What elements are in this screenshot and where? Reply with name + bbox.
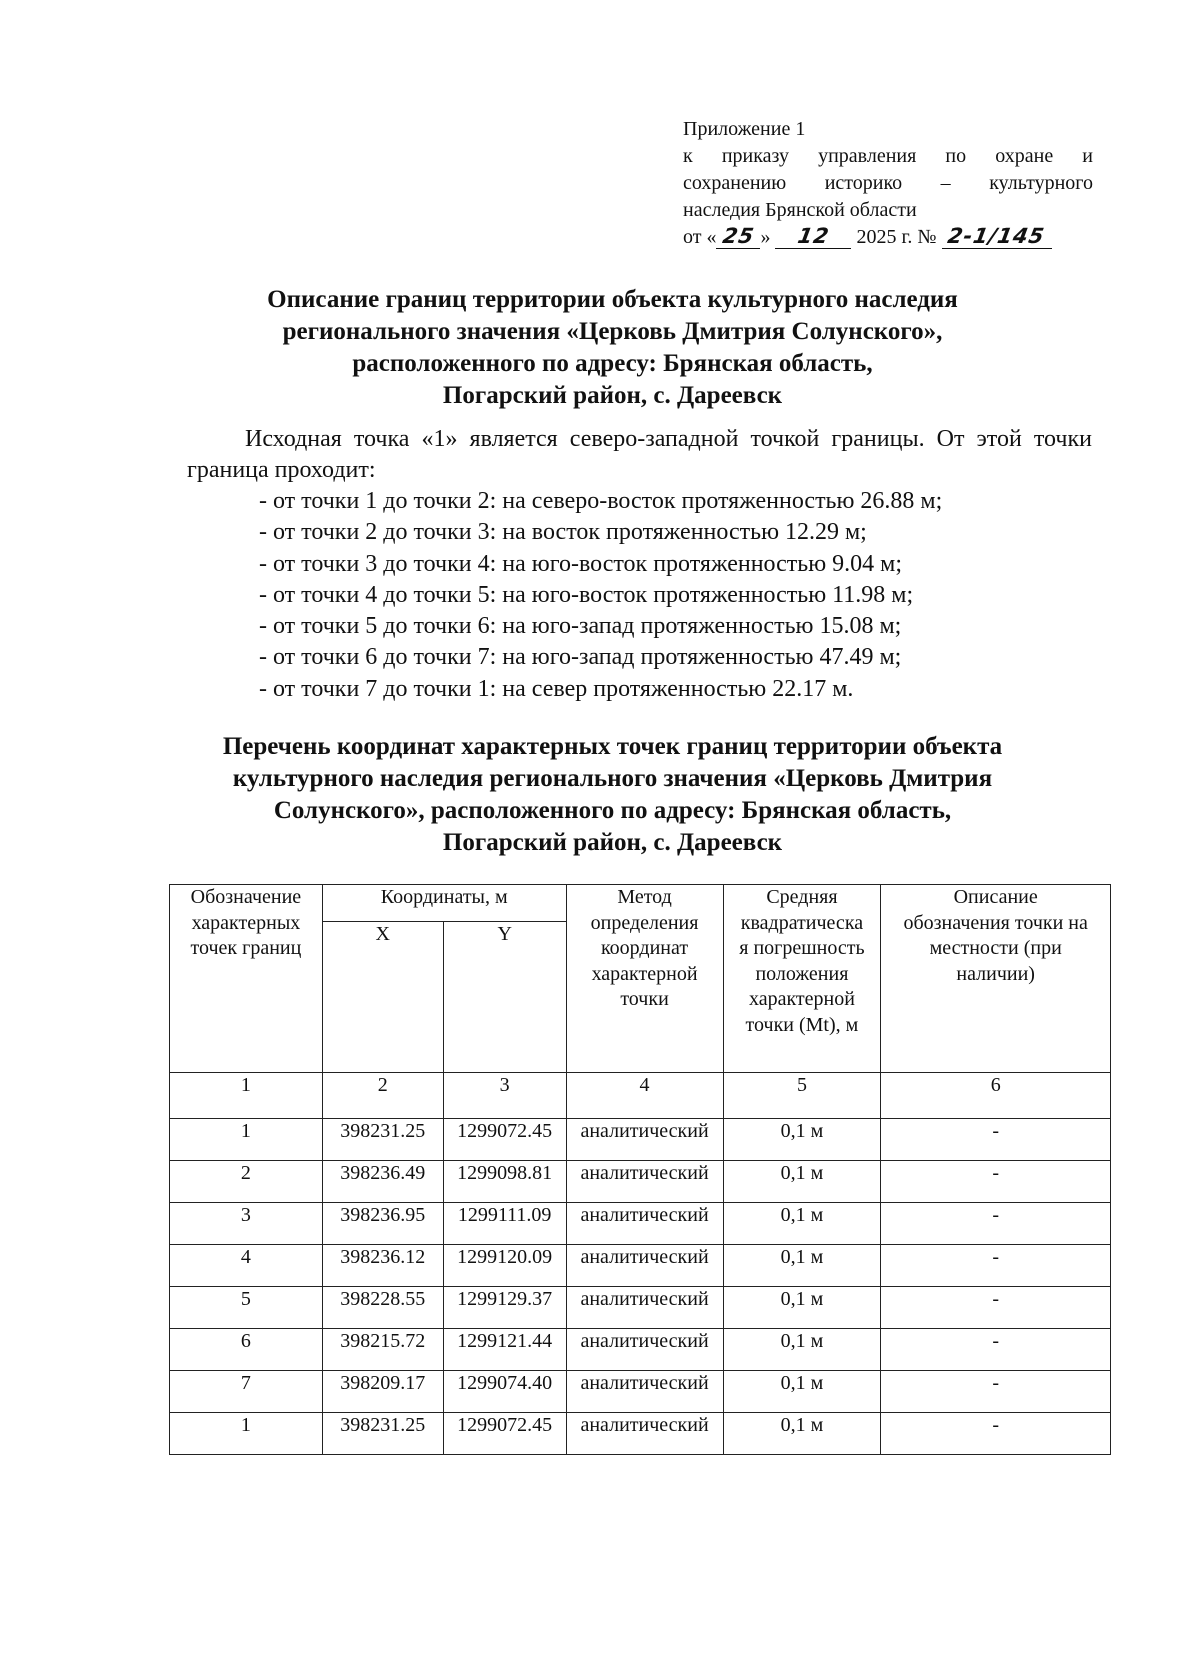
header-text: точки [620, 988, 669, 1010]
cell-point: 2 [170, 1161, 323, 1203]
cell-point: 4 [170, 1245, 323, 1287]
header-text: характерной [748, 988, 855, 1010]
header-text: наличии) [956, 962, 1035, 985]
cell-error: 0,1 м [723, 1329, 881, 1371]
column-number: 6 [881, 1073, 1111, 1119]
header-text: квадратическа [740, 911, 864, 934]
title-line: культурного наследия регионального значения «Церковь Дмитрия [232, 765, 993, 792]
cell-point: 1 [170, 1413, 323, 1455]
header-text: обозначения точки на [903, 911, 1088, 934]
title-line: Описание границ территории объекта культурного наследия [267, 286, 958, 313]
cell-description: - [881, 1119, 1111, 1161]
table-row [170, 1203, 1111, 1245]
table-row [170, 1371, 1111, 1413]
cell-method: аналитический [566, 1119, 723, 1161]
cell-method: аналитический [566, 1413, 723, 1455]
cell-y: 1299074.40 [443, 1371, 566, 1413]
appendix-header [683, 116, 1093, 251]
order-day [716, 225, 760, 249]
title-line: Погарский район, с. Дареевск [442, 382, 783, 409]
cell-point: 3 [170, 1203, 323, 1245]
appendix-line: наследия Брянской области [683, 199, 917, 221]
cell-method: аналитический [566, 1329, 723, 1371]
cell-error: 0,1 м [723, 1161, 881, 1203]
title-line: расположенного по адресу: Брянская область, [352, 350, 873, 377]
column-number: 3 [443, 1073, 566, 1119]
coordinates-table-body [170, 1119, 1111, 1455]
cell-description: - [881, 1329, 1111, 1371]
segment-item: - от точки 7 до точки 1: на север протяженностью 22.17 м. [259, 675, 854, 702]
table-row [170, 1287, 1111, 1329]
cell-error: 0,1 м [723, 1119, 881, 1161]
table-row [170, 1119, 1111, 1161]
cell-y: 1299072.45 [443, 1119, 566, 1161]
header-text: я погрешность [739, 937, 865, 959]
cell-point: 1 [170, 1119, 323, 1161]
cell-y: 1299129.37 [443, 1287, 566, 1329]
intro-paragraph [187, 424, 1092, 486]
segment-item: - от точки 3 до точки 4: на юго-восток протяженностью 9.04 м; [259, 550, 903, 577]
cell-y: 1299121.44 [443, 1329, 566, 1371]
header-text: Средняя [766, 886, 838, 908]
order-year: 2025 г. № [856, 226, 937, 248]
header-text: координат [600, 937, 689, 959]
column-numbers-row [170, 1073, 1111, 1119]
header-text: точек границ [190, 937, 302, 959]
cell-description: - [881, 1287, 1111, 1329]
title-line: Перечень координат характерных точек границ территории объекта [222, 733, 1003, 760]
segment-item: - от точки 5 до точки 6: на юго-запад протяженностью 15.08 м; [259, 613, 902, 640]
header-text: Метод [617, 886, 672, 908]
appendix-title: Приложение 1 [683, 118, 806, 140]
cell-point: 7 [170, 1371, 323, 1413]
header-text: Описание [953, 886, 1038, 908]
cell-x: 398236.12 [322, 1245, 443, 1287]
cell-x: 398236.95 [322, 1203, 443, 1245]
segment-item: - от точки 6 до точки 7: на юго-запад протяженностью 47.49 м; [259, 644, 902, 671]
table-row [170, 1161, 1111, 1203]
cell-x: 398236.49 [322, 1161, 443, 1203]
segment-item: - от точки 1 до точки 2: на северо-восток протяженностью 26.88 м; [259, 488, 943, 514]
cell-point: 6 [170, 1329, 323, 1371]
cell-method: аналитический [566, 1287, 723, 1329]
handwritten-month: 12 [795, 224, 832, 248]
cell-description: - [881, 1161, 1111, 1203]
cell-y: 1299072.45 [443, 1413, 566, 1455]
cell-method: аналитический [566, 1371, 723, 1413]
cell-error: 0,1 м [723, 1371, 881, 1413]
date-mid: » [760, 226, 771, 248]
coordinates-table [169, 884, 1111, 1455]
header-description [881, 885, 1111, 1073]
header-text: характерной [591, 962, 698, 985]
cell-y: 1299120.09 [443, 1245, 566, 1287]
order-month [775, 225, 851, 249]
cell-method: аналитический [566, 1245, 723, 1287]
cell-error: 0,1 м [723, 1203, 881, 1245]
cell-x: 398228.55 [322, 1287, 443, 1329]
cell-y: 1299111.09 [443, 1203, 566, 1245]
header-x: X [322, 922, 443, 1073]
cell-x: 398215.72 [322, 1329, 443, 1371]
cell-method: аналитический [566, 1161, 723, 1203]
cell-description: - [881, 1371, 1111, 1413]
column-number: 1 [170, 1073, 323, 1119]
cell-error: 0,1 м [723, 1413, 881, 1455]
header-method [566, 885, 723, 1073]
cell-point: 5 [170, 1287, 323, 1329]
order-date-line [683, 224, 1093, 251]
column-number: 5 [723, 1073, 881, 1119]
cell-x: 398231.25 [322, 1119, 443, 1161]
order-number [942, 225, 1052, 249]
header-text: местности (при [929, 937, 1062, 959]
cell-y: 1299098.81 [443, 1161, 566, 1203]
table-row [170, 1245, 1111, 1287]
header-text: определения [590, 911, 699, 934]
cell-method: аналитический [566, 1203, 723, 1245]
handwritten-number: 2-1/145 [946, 224, 1047, 248]
header-text: точки (Mt), м [745, 1013, 859, 1036]
header-text: положения [755, 962, 849, 985]
boundary-description-title [160, 284, 1065, 412]
table-row [170, 1329, 1111, 1371]
title-line: Солунского», расположенного по адресу: Брянская область, [273, 797, 952, 824]
handwritten-day: 25 [720, 224, 757, 248]
cell-x: 398231.25 [322, 1413, 443, 1455]
cell-x: 398209.17 [322, 1371, 443, 1413]
header-designation [170, 885, 323, 1073]
coordinates-list-title [160, 731, 1065, 859]
column-number: 4 [566, 1073, 723, 1119]
cell-description: - [881, 1245, 1111, 1287]
column-number: 2 [322, 1073, 443, 1119]
header-text: Обозначение [190, 886, 302, 908]
cell-error: 0,1 м [723, 1245, 881, 1287]
table-header-row [170, 885, 1111, 922]
title-line: Погарский район, с. Дареевск [442, 829, 783, 856]
cell-description: - [881, 1413, 1111, 1455]
segment-item: - от точки 2 до точки 3: на восток протяженностью 12.29 м; [259, 519, 867, 546]
header-text: характерных [191, 911, 301, 934]
boundary-segments-list [259, 486, 1099, 705]
appendix-line: сохранению историко – культурного [683, 172, 1093, 194]
intro-text: Исходная точка «1» является северо-западной точкой границы. От этой точки граница проходит: [187, 426, 1092, 483]
header-coordinates: Координаты, м [322, 885, 566, 922]
date-prefix: от « [683, 226, 717, 248]
segment-item: - от точки 4 до точки 5: на юго-восток протяженностью 11.98 м; [259, 581, 914, 608]
cell-error: 0,1 м [723, 1287, 881, 1329]
table-row [170, 1413, 1111, 1455]
appendix-line: к приказу управления по охране и [683, 145, 1093, 167]
title-line: регионального значения «Церковь Дмитрия Солунского», [282, 318, 943, 345]
header-y: Y [443, 922, 566, 1073]
header-error [723, 885, 881, 1073]
cell-description: - [881, 1203, 1111, 1245]
